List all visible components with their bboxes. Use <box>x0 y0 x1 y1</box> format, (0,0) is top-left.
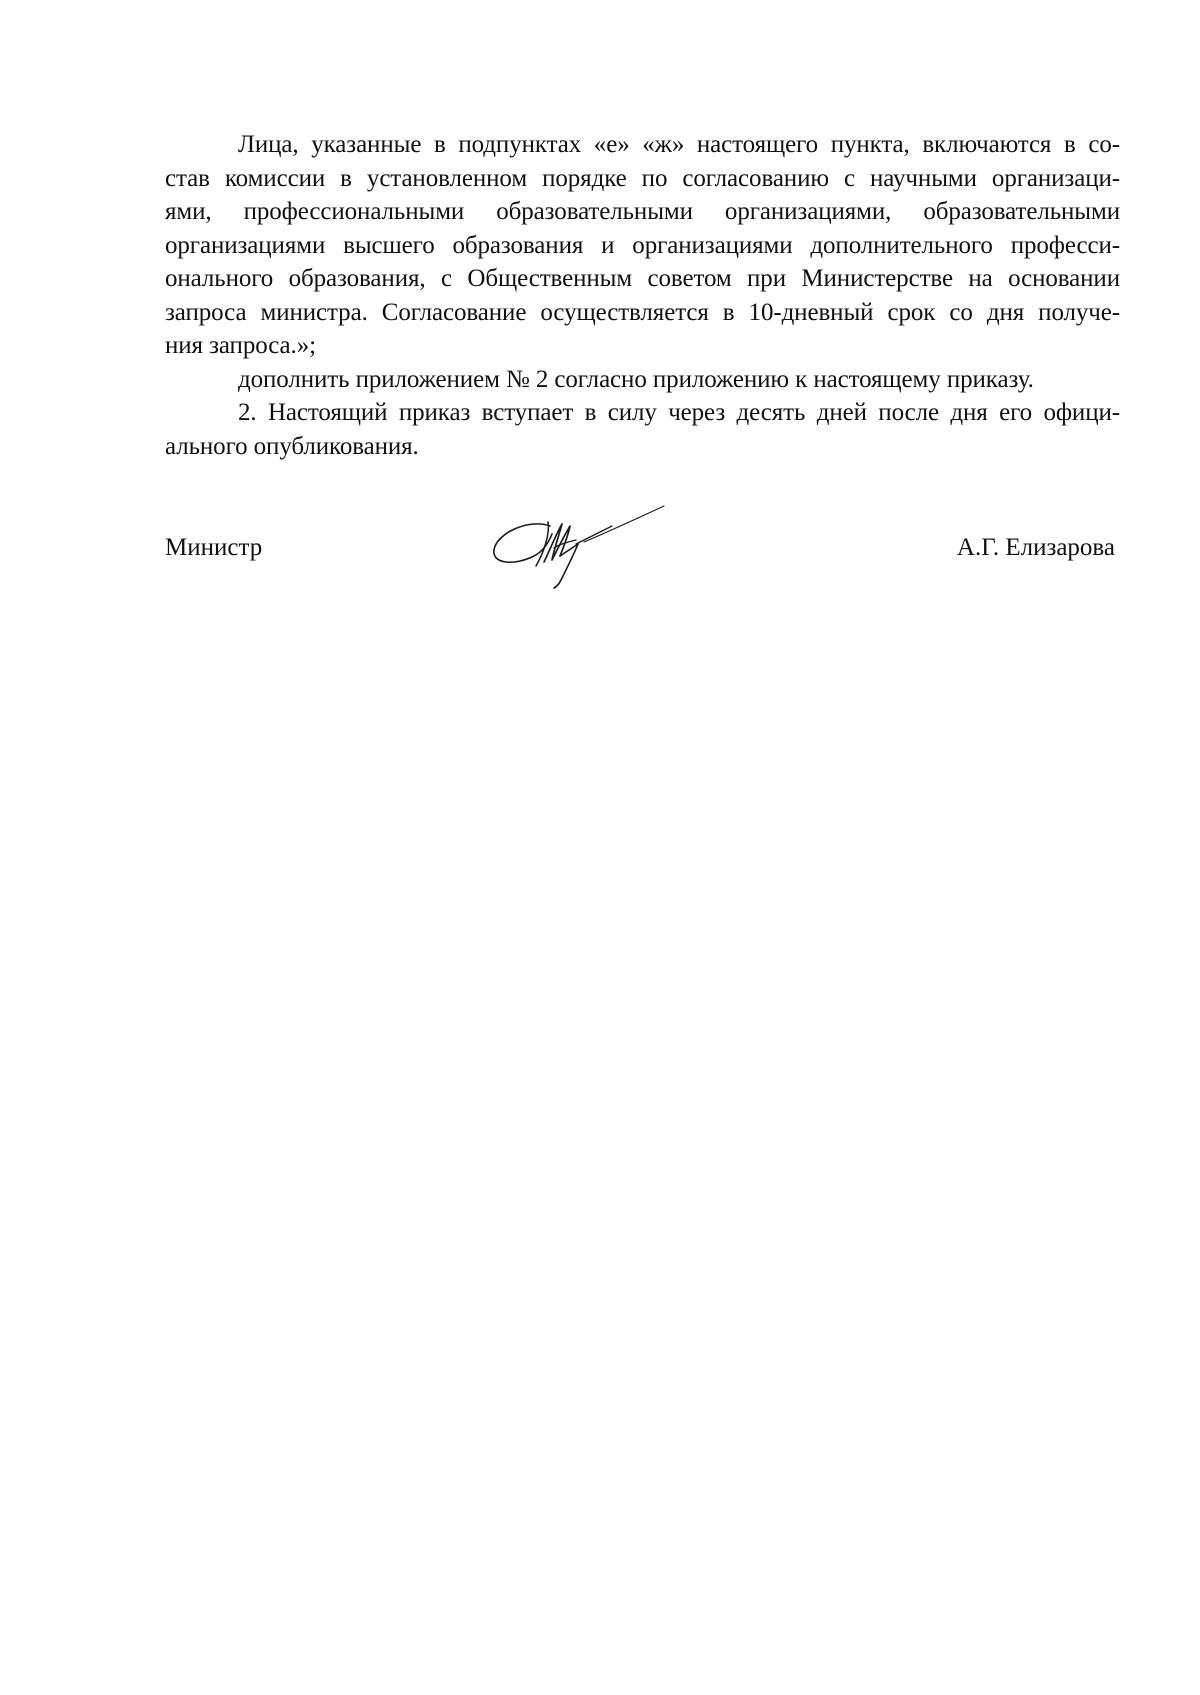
document-body <box>165 128 1120 463</box>
signature-block <box>0 510 1200 610</box>
text-line: дополнить приложением № 2 согласно приложению к настоящему приказу. <box>238 365 1034 393</box>
text-line: став комиссии в установленном порядке по согласованию с научными организаци- <box>165 164 1120 192</box>
text-line: онального образования, с Общественным советом при Министерстве на основании <box>165 265 1120 292</box>
text-line: ями, профессиональными образовательными организациями, образовательными <box>165 198 1120 225</box>
text-line: 2. Настоящий приказ вступает в силу через десять дней после дня его офици- <box>238 399 1120 426</box>
text-line: Лица, указанные в подпунктах «е» «ж» настоящего пункта, включаются в со- <box>238 131 1120 158</box>
text-line: ального опубликования. <box>165 432 419 460</box>
signatory-name: А.Г. Елизарова <box>956 534 1115 561</box>
text-line: ния запроса.»; <box>165 332 316 359</box>
text-line: организациями высшего образования и организациями дополнительного професси- <box>165 231 1120 259</box>
text-line: запроса министра. Согласование осуществляется в 10-дневный срок со дня получе- <box>165 298 1120 326</box>
handwritten-signature <box>488 504 666 592</box>
signatory-title: Министр <box>165 534 263 561</box>
